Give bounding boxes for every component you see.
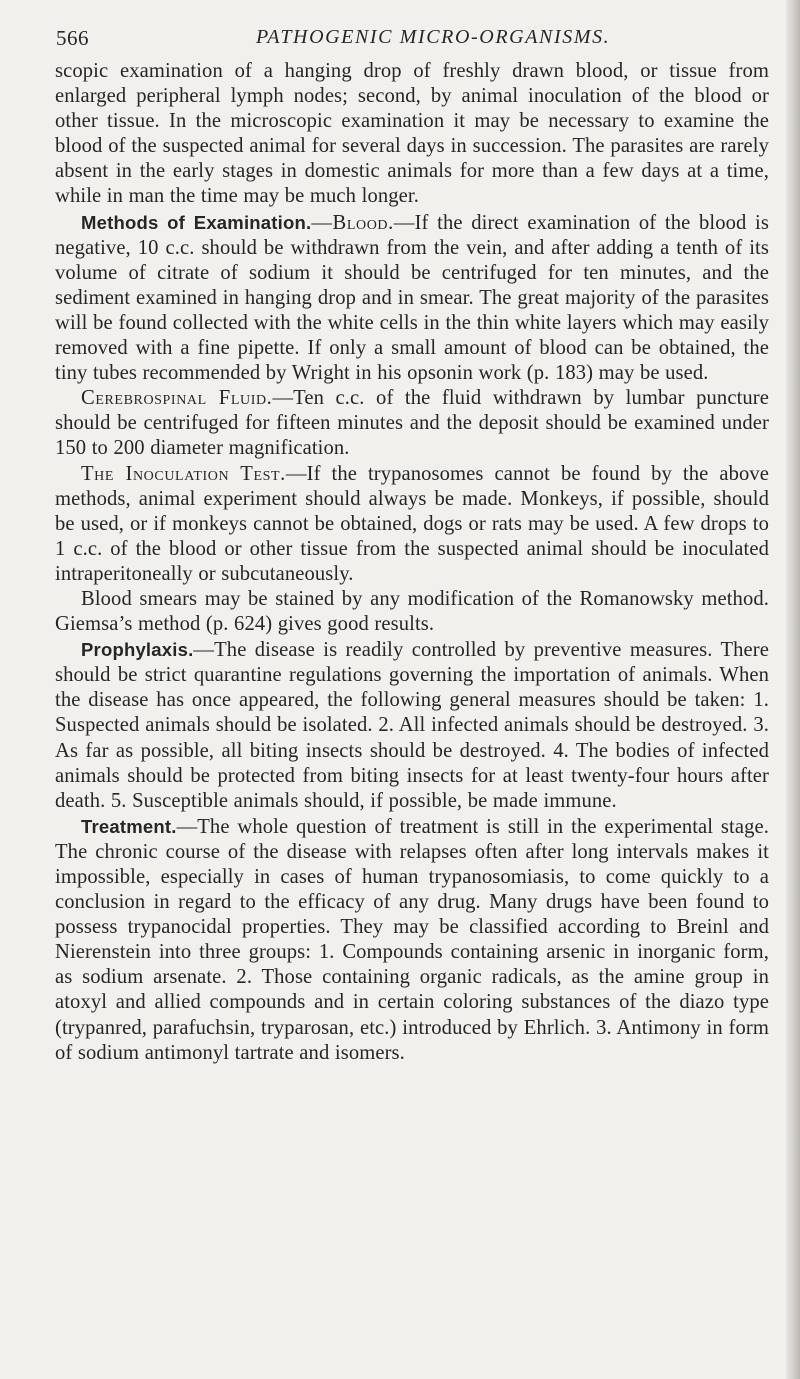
body-text (55, 59, 769, 1066)
paragraph-treatment (55, 814, 769, 1066)
paragraph-text: —If the trypanosomes cannot be found by the above methods, animal experiment should always be made. Monkeys, if possible, should be used, or if monkeys cannot be obtained, dogs or rats may be used. A few drops to 1 c.c. of the blood or other tissue from the suspected animal should be inoculated intraperitoneally or subcutaneously. (55, 462, 769, 585)
paragraph-text: —The whole question of treatment is still in the experimental stage. The chronic course of the disease with relapses often after long intervals makes it impossible, especially in cases of human trypanosomiasis, to come quickly to a conclusion in regard to the efficacy of any drug. Many drugs have been found to possess trypanocidal properties. They may be classified according to Breinl and Nierenstein into three groups: 1. Compounds containing arsenic in inorganic form, as sodium arsenate. 2. Those containing organic radicals, as the amine group in atoxyl and allied compounds and in certain coloring substances of the diazo type (trypanred, parafuchsin, tryparosan, etc.) introduced by Ehrlich. 3. Antimony in form of sodium antimonyl tartrate and isomers. (55, 815, 769, 1064)
page-number: 566 (56, 26, 89, 50)
paragraph-text: —The disease is readily controlled by preventive measures. There should be strict quarantine regulations governing the importation of animals. When the disease has once appeared, the following general measures should be taken: 1. Suspected animals should be isolated. 2. All infected animals should be destroyed. 3. As far as possible, all biting insects should be destroyed. 4. The bodies of infected animals should be protected from biting insects for at least twenty-four hours after death. 5. Susceptible animals should, if possible, be made immune. (55, 639, 769, 812)
paragraph-prophylaxis (55, 637, 769, 814)
subheading-blood: —Blood. (311, 211, 394, 234)
paragraph-intro (55, 59, 769, 210)
section-heading-methods: Methods of Examination. (81, 211, 312, 233)
paragraph-text: —Ten c.c. of the fluid withdrawn by lumbar puncture should be centrifuged for fifteen minutes and the deposit should be examined under 150 to 200 diameter magnification. (55, 387, 769, 460)
section-heading-prophylaxis: Prophylaxis. (81, 639, 194, 661)
running-head: PATHOGENIC MICRO-ORGANISMS. (256, 26, 611, 48)
paragraph-text: Blood smears may be stained by any modification of the Romanowsky method. Giemsa’s method (p. 624) gives good results. (55, 587, 769, 636)
page-header (56, 26, 756, 56)
page-edge-shadow (786, 0, 800, 1379)
paragraph-text: —If the direct examination of the blood is negative, 10 c.c. should be withdrawn from the vein, and after adding a tenth of its volume of citrate of sodium it should be centrifuged for ten minutes, and the sediment examined in hanging drop and in smear. The great majority of the parasites will be found collected with the white cells in the thin white layers which may easily removed with a fine pipette. If only a small amount of blood can be obtained, the tiny tubes recommended by Wright in his opsonin work (p. 183) may be used. (55, 211, 769, 385)
paragraph-methods (55, 210, 769, 387)
paragraph-stains (55, 587, 769, 637)
subheading-inoculation-test: The Inoculation Test. (81, 462, 286, 485)
paragraph-inoculation (55, 462, 769, 587)
paragraph-cerebrospinal (55, 386, 769, 461)
paragraph-text: scopic examination of a hanging drop of freshly drawn blood, or tissue from enlarged peripheral lymph nodes; second, by animal inoculation of the blood or other tissue. In the microscopic examination it may be necessary to examine the blood of the suspected animal for several days in succession. The parasites are rarely absent in the early stages in domestic animals for more than a few days at a time, while in man the time may be much longer. (55, 60, 769, 208)
subheading-cerebrospinal-fluid: Cerebrospinal Fluid. (81, 387, 273, 410)
section-heading-treatment: Treatment. (81, 815, 177, 837)
